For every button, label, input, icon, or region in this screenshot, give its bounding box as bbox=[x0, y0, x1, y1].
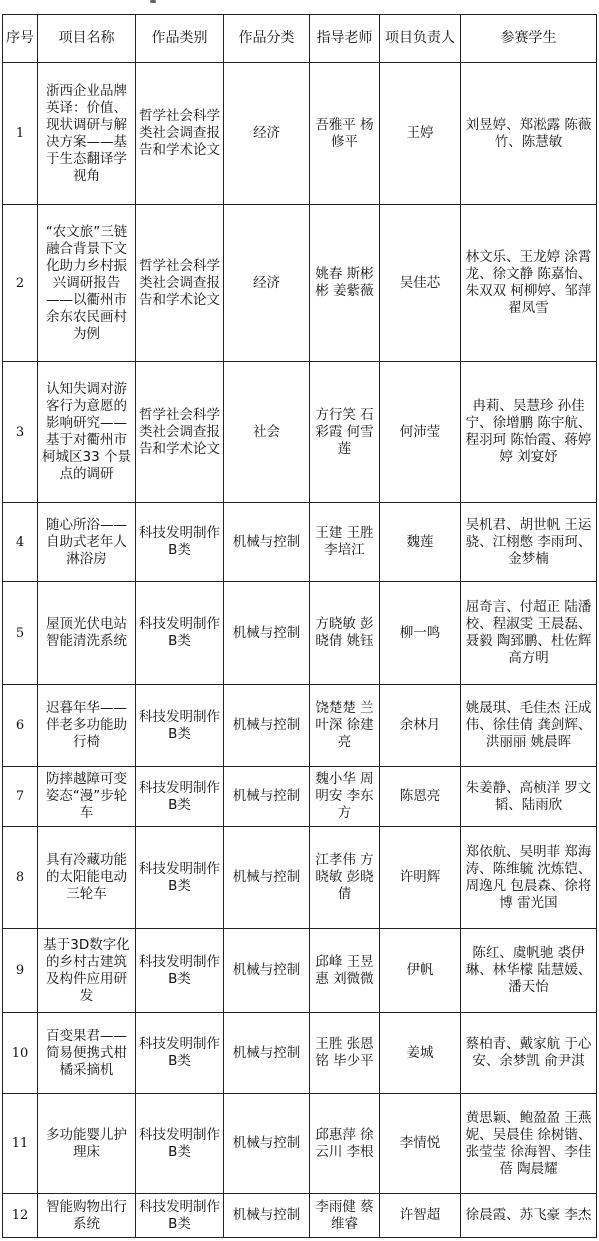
work-classification: 机械与控制 bbox=[224, 685, 310, 767]
advisors: 邱峰 王昱惠 刘微微 bbox=[310, 929, 380, 1013]
row-number: 12 bbox=[3, 1194, 38, 1238]
row-number: 1 bbox=[3, 63, 38, 205]
project-leader: 柳一鸣 bbox=[380, 582, 461, 685]
advisors: 吾雅平 杨修平 bbox=[310, 63, 380, 205]
header-work-classification: 作品分类 bbox=[224, 15, 310, 63]
project-name: “农文旅”三链融合背景下文化助力乡村振兴调研报告——以衢州市余东农民画村为例 bbox=[38, 205, 136, 362]
project-name: 多功能婴儿护理床 bbox=[38, 1094, 136, 1194]
project-name: 认知失调对游客行为意愿的影响研究——基于对衢州市柯城区33 个景点的调研 bbox=[38, 362, 136, 503]
work-classification: 机械与控制 bbox=[224, 827, 310, 929]
header-work-category: 作品类别 bbox=[136, 15, 224, 63]
work-classification: 机械与控制 bbox=[224, 767, 310, 827]
project-name: 屋顶光伏电站智能清洗系统 bbox=[38, 582, 136, 685]
students: 林文乐、王龙婷 涂霄龙、徐文静 陈嘉怡、朱双双 柯柳婷、邹萍 翟凤雪 bbox=[461, 205, 597, 362]
work-category: 科技发明制作B类 bbox=[136, 929, 224, 1013]
students: 蔡柏青、戴家航 于心安、余梦凯 俞尹淇 bbox=[461, 1013, 597, 1094]
work-classification: 机械与控制 bbox=[224, 1194, 310, 1238]
header-students: 参赛学生 bbox=[461, 15, 597, 63]
work-category: 科技发明制作B类 bbox=[136, 1094, 224, 1194]
row-number: 10 bbox=[3, 1013, 38, 1094]
work-category: 科技发明制作B类 bbox=[136, 767, 224, 827]
table-row bbox=[3, 1013, 597, 1094]
row-number: 7 bbox=[3, 767, 38, 827]
work-classification: 机械与控制 bbox=[224, 1013, 310, 1094]
students: 刘昱婷、郑淞露 陈薇竹、陈慧敏 bbox=[461, 63, 597, 205]
table-row bbox=[3, 929, 597, 1013]
work-classification: 机械与控制 bbox=[224, 503, 310, 582]
students: 陈红、虞帆驰 裘伊琳、林华檬 陆慧媛、潘天怡 bbox=[461, 929, 597, 1013]
students: 郑依航、吴明菲 郑海涛、陈维毓 沈炼铠、周逸凡 包晨森、徐将博 雷光国 bbox=[461, 827, 597, 929]
students: 吴机君、胡世帆 王运骁、江栩憋 李雨珂、金梦楠 bbox=[461, 503, 597, 582]
advisors: 江孝伟 方晓敏 彭晓倩 bbox=[310, 827, 380, 929]
advisors: 邱惠萍 徐云川 李根 bbox=[310, 1094, 380, 1194]
advisors: 王建 王胜 李培江 bbox=[310, 503, 380, 582]
header-project-name: 项目名称 bbox=[38, 15, 136, 63]
row-number: 5 bbox=[3, 582, 38, 685]
project-leader: 姜城 bbox=[380, 1013, 461, 1094]
work-classification: 经济 bbox=[224, 205, 310, 362]
row-number: 11 bbox=[3, 1094, 38, 1194]
project-name: 防摔越障可变姿态“漫”步轮车 bbox=[38, 767, 136, 827]
work-category: 科技发明制作B类 bbox=[136, 503, 224, 582]
project-leader: 李情悦 bbox=[380, 1094, 461, 1194]
project-leader: 余林月 bbox=[380, 685, 461, 767]
edge-mark bbox=[150, 0, 156, 3]
project-name: 具有冷藏功能的太阳能电动三轮车 bbox=[38, 827, 136, 929]
project-name: 迟暮年华——伴老多功能助行椅 bbox=[38, 685, 136, 767]
students: 朱姜静、高桢洋 罗文韬、陆雨欣 bbox=[461, 767, 597, 827]
table-row bbox=[3, 685, 597, 767]
table-row bbox=[3, 362, 597, 503]
table-row bbox=[3, 767, 597, 827]
project-leader: 许明辉 bbox=[380, 827, 461, 929]
students: 黄思颖、鲍盈盈 王燕妮、吴晨佳 徐树锴、张莹莹 徐海智、李佳蓓 陶晨耀 bbox=[461, 1094, 597, 1194]
table-row bbox=[3, 63, 597, 205]
project-name: 智能购物出行系统 bbox=[38, 1194, 136, 1238]
table-row bbox=[3, 205, 597, 362]
row-number: 2 bbox=[3, 205, 38, 362]
top-edge bbox=[0, 0, 599, 8]
row-number: 6 bbox=[3, 685, 38, 767]
advisors: 王胜 张恩铭 毕少平 bbox=[310, 1013, 380, 1094]
advisors: 方晓敏 彭晓倩 姚钰 bbox=[310, 582, 380, 685]
project-name: 基于3D数字化的乡村古建筑及构件应用研发 bbox=[38, 929, 136, 1013]
row-number: 9 bbox=[3, 929, 38, 1013]
work-category: 科技发明制作B类 bbox=[136, 685, 224, 767]
project-leader: 陈恩亮 bbox=[380, 767, 461, 827]
project-leader: 伊帆 bbox=[380, 929, 461, 1013]
work-category: 科技发明制作B类 bbox=[136, 1013, 224, 1094]
work-classification: 社会 bbox=[224, 362, 310, 503]
table-row bbox=[3, 1094, 597, 1194]
work-category: 哲学社会科学类社会调查报告和学术论文 bbox=[136, 362, 224, 503]
header-project-leader: 项目负责人 bbox=[380, 15, 461, 63]
work-classification: 机械与控制 bbox=[224, 929, 310, 1013]
advisors: 饶楚楚 兰叶深 徐建亮 bbox=[310, 685, 380, 767]
work-category: 科技发明制作B类 bbox=[136, 827, 224, 929]
row-number: 4 bbox=[3, 503, 38, 582]
work-category: 哲学社会科学类社会调查报告和学术论文 bbox=[136, 205, 224, 362]
table-row bbox=[3, 503, 597, 582]
students: 姚晟琪、毛佳杰 汪成伟、徐佳倩 龚剑辉、洪丽丽 姚晨晖 bbox=[461, 685, 597, 767]
students: 徐晨霞、苏飞豪 李杰 bbox=[461, 1194, 597, 1238]
row-number: 3 bbox=[3, 362, 38, 503]
competition-table bbox=[2, 14, 597, 1238]
advisors: 李雨健 蔡维睿 bbox=[310, 1194, 380, 1238]
project-leader: 何沛莹 bbox=[380, 362, 461, 503]
work-category: 哲学社会科学类社会调查报告和学术论文 bbox=[136, 63, 224, 205]
table-row bbox=[3, 1194, 597, 1238]
advisors: 姚春 斯彬彬 姜紫薇 bbox=[310, 205, 380, 362]
header-row bbox=[3, 15, 597, 63]
students: 冉莉、吴慧珍 孙佳宁、徐增鹏 陈宇航、程羽珂 陈怡霞、蒋婷婷 刘宴妤 bbox=[461, 362, 597, 503]
table-row bbox=[3, 827, 597, 929]
project-leader: 魏莲 bbox=[380, 503, 461, 582]
project-leader: 王婷 bbox=[380, 63, 461, 205]
work-category: 科技发明制作B类 bbox=[136, 582, 224, 685]
project-leader: 许智超 bbox=[380, 1194, 461, 1238]
work-classification: 机械与控制 bbox=[224, 582, 310, 685]
project-name: 百变果君——简易便携式柑橘采摘机 bbox=[38, 1013, 136, 1094]
row-number: 8 bbox=[3, 827, 38, 929]
project-leader: 吴佳芯 bbox=[380, 205, 461, 362]
advisors: 方行笑 石彩霞 何雪莲 bbox=[310, 362, 380, 503]
header-number: 序号 bbox=[3, 15, 38, 63]
header-advisors: 指导老师 bbox=[310, 15, 380, 63]
project-name: 浙西企业品牌英译：价值、现状调研与解决方案——基于生态翻译学视角 bbox=[38, 63, 136, 205]
advisors: 魏小华 周明安 李东方 bbox=[310, 767, 380, 827]
work-category: 科技发明制作B类 bbox=[136, 1194, 224, 1238]
students: 屈奇言、付超正 陆潘校、程淑雯 王晨磊、聂毅 陶郅鹏、杜佐辉 高方明 bbox=[461, 582, 597, 685]
project-name: 随心所浴——自助式老年人淋浴房 bbox=[38, 503, 136, 582]
work-classification: 经济 bbox=[224, 63, 310, 205]
work-classification: 机械与控制 bbox=[224, 1094, 310, 1194]
table-row bbox=[3, 582, 597, 685]
